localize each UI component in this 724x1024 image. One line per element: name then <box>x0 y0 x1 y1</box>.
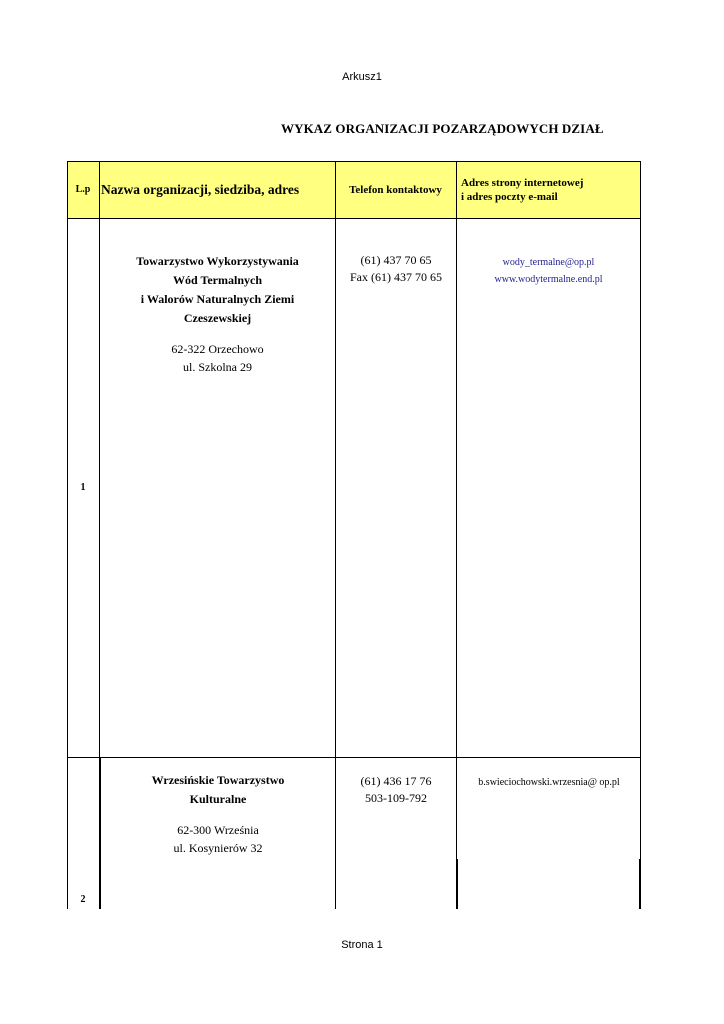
row-2-email-link[interactable]: b.swieciochowski.wrzesnia@ op.pl <box>478 777 620 788</box>
page-number: Strona 1 <box>341 939 383 951</box>
row-1-phone: (61) 437 70 65 Fax (61) 437 70 65 <box>350 253 442 284</box>
table-right-border <box>640 161 641 909</box>
organizations-table <box>67 161 641 909</box>
table-left-border <box>67 161 68 909</box>
row-separator <box>67 757 641 758</box>
row-1-contacts <box>457 254 640 288</box>
table-right-border-thick <box>639 859 641 909</box>
header-bottom-border <box>67 218 641 219</box>
row-1-email-link[interactable]: wody_termalne@op.pl <box>502 257 595 268</box>
column-header-web <box>456 161 641 218</box>
sheet-name: Arkusz1 <box>342 71 382 83</box>
row-1-name: Towarzystwo Wykorzystywania Wód Termalnych i Walorów Naturalnych Ziemi Czeszewskiej <box>136 254 299 325</box>
row-2-name: Wrzesińskie Towarzystwo Kulturalne <box>151 773 285 806</box>
row-1-address: 62-322 Orzechowo ul. Szkolna 29 <box>171 342 264 374</box>
column-header-web-line2: i adres poczty e-mail <box>461 190 558 203</box>
column-header-lp: L.p <box>75 184 91 195</box>
column-header-web-line1: Adres strony internetowej <box>461 176 584 189</box>
row-2-lp: 2 <box>80 894 86 905</box>
row-1-lp: 1 <box>80 482 86 493</box>
row-2-organization <box>101 771 335 857</box>
column-header-name: Nazwa organizacji, siedziba, adres <box>101 181 300 197</box>
row-2-address: 62-300 Września ul. Kosynierów 32 <box>173 823 263 855</box>
column-divider-lp <box>99 161 100 757</box>
column-divider-phone-thick <box>456 859 458 909</box>
row-2-contacts <box>458 774 640 791</box>
column-header-phone: Telefon kontaktowy <box>349 183 442 196</box>
row-1-website-link[interactable]: www.wodytermalne.end.pl <box>494 274 603 285</box>
document-title: WYKAZ ORGANIZACJI POZARZĄDOWYCH DZIAŁ <box>281 121 604 136</box>
row-1-organization <box>100 252 335 376</box>
row-2-phone: (61) 436 17 76 503-109-792 <box>360 774 432 805</box>
